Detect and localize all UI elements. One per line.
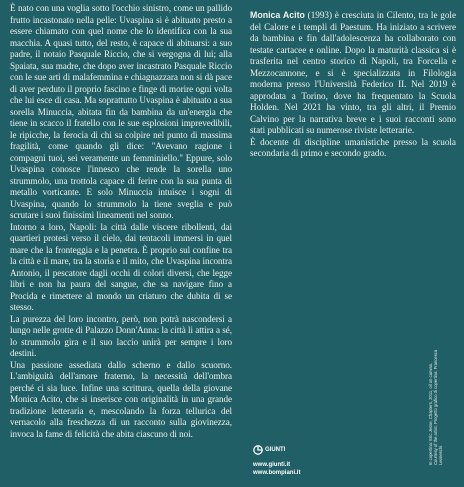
giunti-logo-icon [253,445,263,455]
website-giunti[interactable]: www.giunti.it [253,462,291,468]
author-bio-paragraph [250,10,456,137]
author-name: Monica Acito [250,10,305,20]
author-bio-column [250,10,456,160]
synopsis-paragraph-1: È nato con una voglia sotto l'occhio sinistro, come un pallido frutto incastonato nella pelle: Uvaspina si è abituato presto a essere chiamato con quel nome che lo identifica con la sua macchia. A quasi tutto, del resto, è capace di abituarsi: a suo padre, il notaio Pasquale Riccio, che si vergogna di lui; alla Spaiata, sua madre, che dopo aver incastrato Pasquale Riccio con le sue arti di malafemmina e chiagnazzara non si dà pace di aver perduto il proprio fascino e finge di morire ogni volta che lui esce di casa. Ma soprattutto Uvaspina è abituato a sua sorella Minuccia, abitata fin da bambina da un'energia che tiene in scacco il fratello con le sue esplosioni imprevedibili, le ripicche, la ferocia di chi sa colpire nel punto di massima fragilità, come quando gli dice: "Avevano ragione i compagni tuoi, sei veramente un femminiello." Eppure, solo Uvaspina conosce l'innesco che rende la sorella uno strummolo, una trottola capace di ferire con la sua punta di metallo vorticante. E solo Minuccia intuisce i sogni di Uvaspina, quando lo strummolo la tiene sveglia e può scrutare i suoi finissimi lineamenti nel sonno. [10,3,232,220]
synopsis-paragraph-4: Una passione assediata dallo scherno e dallo scuorno. L'ambiguità dell'amore fraterno, la necessità dell'ombra perché ci sia luce. Infine una scrittura, quella della giovane Monica Acito, che si inserisce con originalità in una grande tradizione letteraria e, mescolando la forza tellurica del vernacolo alla freschezza di un racconto sulla giovinezza, invoca la fame di felicità che abita ciascuno di noi. [10,359,232,439]
publisher-logo [253,445,300,455]
author-bio-paragraph-2: È docente di discipline umanistiche presso la scuola secondaria di primo e secondo grado. [250,136,456,158]
synopsis-paragraph-3: La purezza del loro incontro, però, non potrà nascondersi a lungo nelle grotte di Palazzo Donn'Anna: la città li attira a sé, lo strummolo gira e il suo laccio unirà per sempre i loro destini. [10,313,232,358]
synopsis-column [10,3,232,440]
author-bio-text: (1993) è cresciuta in Cilento, tra le gole del Calore e i templi di Paestum. Ha iniziato a scrivere da bambina e fin dall'adolescenza ha collaborato con testate cartacee e online. Dopo la maturità classica si è trasferita nel centro storico di Napoli, tra Forcella e Mezzocannone, e si è specializzata in Filologia moderna presso l'Università Federico II. Nel 2019 è approdata a Torino, dove ha frequentato la Scuola Holden. Nel 2021 ha vinto, tra gli altri, il Premio Calvino per la narrativa breve e i suoi racconti sono stati pubblicati su numerose riviste letterarie. [250,10,456,135]
website-bompiani[interactable]: www.bompiani.it [253,470,301,476]
synopsis-paragraph-2: Intorno a loro, Napoli: la città dalle viscere ribollenti, dai quartieri protesi verso il cielo, dai tentacoli immersi in quel mare che la fronteggia e la penetra. È proprio sul confine tra la città e il mare, tra la storia e il mito, che Uvaspina incontra Antonio, il pescatore dagli occhi di colori diversi, che legge libri e non ha paura del sangue, che sa navigare fino a Procida e rimettere al mondo un criaturo che dubita di se stesso. [10,221,232,312]
publisher-logo-text: GIUNTI [265,447,286,453]
publisher-block [253,445,300,477]
cover-credits: In copertina: Eric Jesse, Chapters, 2011, oil on canvas. Courtesy of the artist. Progetto grafico di copertina: Francesca Leoneschi. [428,349,443,465]
